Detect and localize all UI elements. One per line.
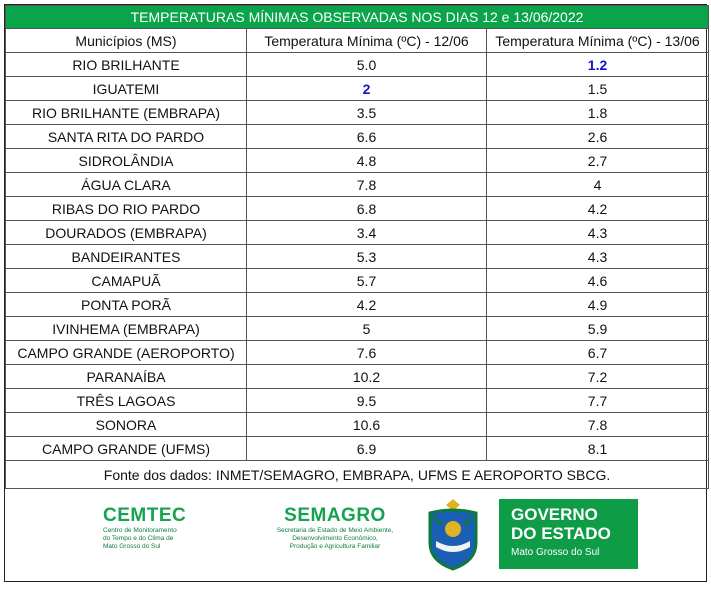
semagro-sub-2: Desenvolvimento Econômico, <box>292 535 378 542</box>
cemtec-sub-3: Mato Grosso do Sul <box>103 543 161 550</box>
municipio-cell: SIDROLÂNDIA <box>6 149 247 173</box>
governo-line-3: Mato Grosso do Sul <box>511 547 600 558</box>
municipio-cell: TRÊS LAGOAS <box>6 389 247 413</box>
temp-13-cell: 1.8 <box>487 101 709 125</box>
cemtec-name: CEMTEC <box>103 505 187 526</box>
table-row <box>6 125 709 149</box>
municipio-cell: IGUATEMI <box>6 77 247 101</box>
temp-13-cell: 7.7 <box>487 389 709 413</box>
municipio-cell: RIO BRILHANTE <box>6 53 247 77</box>
temp-12-cell: 5.3 <box>247 245 487 269</box>
temp-12-cell: 7.6 <box>247 341 487 365</box>
municipio-cell: CAMPO GRANDE (AEROPORTO) <box>6 341 247 365</box>
table-row <box>6 389 709 413</box>
table-row <box>6 77 709 101</box>
municipio-cell: SANTA RITA DO PARDO <box>6 125 247 149</box>
temp-12-cell: 3.4 <box>247 221 487 245</box>
municipio-cell: CAMAPUÃ <box>6 269 247 293</box>
municipio-cell: DOURADOS (EMBRAPA) <box>6 221 247 245</box>
table-row <box>6 149 709 173</box>
table-row <box>6 269 709 293</box>
table-row <box>6 53 709 77</box>
temp-12-cell: 10.2 <box>247 365 487 389</box>
state-crest-icon <box>422 495 484 573</box>
semagro-logo <box>255 505 415 551</box>
municipio-cell: SONORA <box>6 413 247 437</box>
table-row <box>6 413 709 437</box>
municipio-cell: IVINHEMA (EMBRAPA) <box>6 317 247 341</box>
temp-12-cell: 4.8 <box>247 149 487 173</box>
municipio-cell: PONTA PORÃ <box>6 293 247 317</box>
semagro-sub-3: Produção e Agricultura Familiar <box>289 543 381 550</box>
temp-12-cell: 7.8 <box>247 173 487 197</box>
column-header-temp-13: Temperatura Mínima (ºC) - 13/06 <box>487 29 709 53</box>
temp-12-cell: 4.2 <box>247 293 487 317</box>
governo-line-2: DO ESTADO <box>511 524 611 543</box>
temperature-report <box>4 4 707 582</box>
municipio-cell: PARANAÍBA <box>6 365 247 389</box>
temp-13-cell: 7.8 <box>487 413 709 437</box>
temp-13-cell: 4.3 <box>487 221 709 245</box>
temp-12-cell: 6.6 <box>247 125 487 149</box>
temp-12-cell: 5 <box>247 317 487 341</box>
temp-12-cell: 2 <box>247 77 487 101</box>
temp-13-cell: 4.6 <box>487 269 709 293</box>
table-row <box>6 245 709 269</box>
municipio-cell: ÁGUA CLARA <box>6 173 247 197</box>
table-row <box>6 173 709 197</box>
column-header-municipio: Municípios (MS) <box>6 29 247 53</box>
temp-13-cell: 1.2 <box>487 53 709 77</box>
temp-13-cell: 2.6 <box>487 125 709 149</box>
temp-13-cell: 7.2 <box>487 365 709 389</box>
municipio-cell: RIBAS DO RIO PARDO <box>6 197 247 221</box>
temp-12-cell: 5.7 <box>247 269 487 293</box>
temp-13-cell: 6.7 <box>487 341 709 365</box>
table-row <box>6 437 709 461</box>
table-row <box>6 293 709 317</box>
semagro-sub-1: Secretaria de Estado de Meio Ambiente, <box>276 527 394 534</box>
table-row <box>6 317 709 341</box>
temp-13-cell: 1.5 <box>487 77 709 101</box>
municipio-cell: RIO BRILHANTE (EMBRAPA) <box>6 101 247 125</box>
cemtec-sub-2: do Tempo e do Clima de <box>103 535 174 542</box>
temp-13-cell: 2.7 <box>487 149 709 173</box>
temp-13-cell: 4.9 <box>487 293 709 317</box>
municipio-cell: CAMPO GRANDE (UFMS) <box>6 437 247 461</box>
temp-13-cell: 4.3 <box>487 245 709 269</box>
table-row <box>6 365 709 389</box>
governo-line-1: GOVERNO <box>511 505 598 524</box>
temp-13-cell: 4 <box>487 173 709 197</box>
cemtec-sub-1: Centro de Monitoramento <box>103 527 177 534</box>
temp-12-cell: 6.8 <box>247 197 487 221</box>
temp-12-cell: 3.5 <box>247 101 487 125</box>
table-row <box>6 101 709 125</box>
temp-12-cell: 10.6 <box>247 413 487 437</box>
table-row <box>6 341 709 365</box>
table-row <box>6 197 709 221</box>
logo-strip <box>5 489 706 580</box>
temp-13-cell: 4.2 <box>487 197 709 221</box>
temp-12-cell: 6.9 <box>247 437 487 461</box>
semagro-name: SEMAGRO <box>284 505 386 526</box>
column-header-temp-12: Temperatura Mínima (ºC) - 12/06 <box>247 29 487 53</box>
table-title: TEMPERATURAS MÍNIMAS OBSERVADAS NOS DIAS 12 e 13/06/2022 <box>6 6 709 29</box>
temp-13-cell: 5.9 <box>487 317 709 341</box>
temp-12-cell: 9.5 <box>247 389 487 413</box>
cemtec-logo <box>103 505 223 551</box>
temperature-table <box>5 5 709 489</box>
source-note: Fonte dos dados: INMET/SEMAGRO, EMBRAPA, UFMS E AEROPORTO SBCG. <box>6 461 709 489</box>
municipio-cell: BANDEIRANTES <box>6 245 247 269</box>
governo-logo <box>499 499 638 569</box>
temp-13-cell: 8.1 <box>487 437 709 461</box>
table-row <box>6 221 709 245</box>
temp-12-cell: 5.0 <box>247 53 487 77</box>
